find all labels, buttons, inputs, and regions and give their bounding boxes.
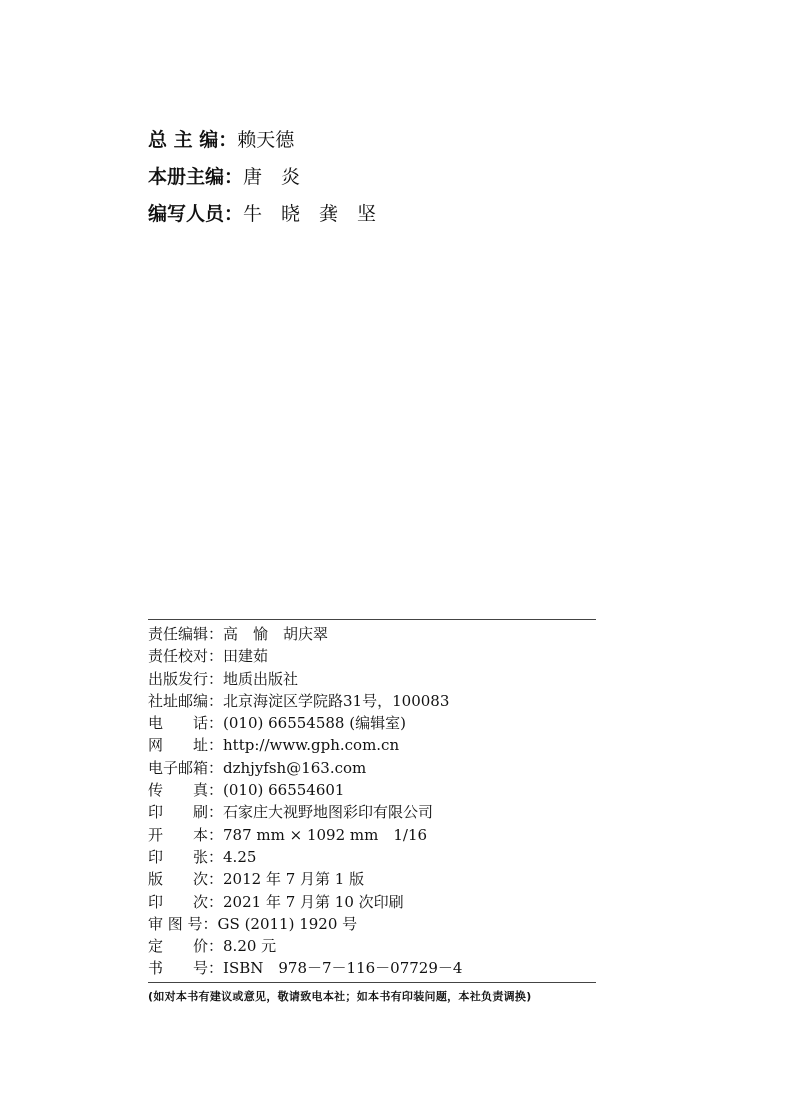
info-row xyxy=(148,779,596,801)
publication-info xyxy=(148,623,596,980)
info-label: 出版发行： xyxy=(148,669,224,688)
info-value: 地质出版社 xyxy=(223,669,299,688)
info-row xyxy=(148,623,596,645)
info-row xyxy=(148,868,596,890)
info-row xyxy=(148,891,596,913)
editor-credits xyxy=(148,122,376,233)
info-value: (010) 66554588 (编辑室) xyxy=(223,714,406,733)
info-row xyxy=(148,957,596,979)
info-label: 印 张： xyxy=(148,847,224,866)
editor-row-volume xyxy=(148,159,376,196)
info-value: http://www.gph.com.cn xyxy=(223,736,400,755)
info-value: 787 mm × 1092 mm 1/16 xyxy=(223,825,428,844)
info-label: 电 话： xyxy=(148,714,224,733)
info-row xyxy=(148,846,596,868)
editor-row-chief xyxy=(148,122,376,159)
editor-value: 牛 晓 龚 坚 xyxy=(243,203,377,225)
divider-bottom xyxy=(148,982,596,983)
info-label: 定 价： xyxy=(148,937,224,956)
info-value: 北京海淀区学院路31号，100083 xyxy=(223,691,450,710)
info-label: 电子邮箱： xyxy=(148,758,224,777)
info-row xyxy=(148,801,596,823)
info-label: 版 次： xyxy=(148,870,224,889)
info-row xyxy=(148,757,596,779)
info-row xyxy=(148,913,596,935)
footnote: (如对本书有建议或意见，敬请致电本社；如本书有印装问题，本社负责调换) xyxy=(148,990,532,1003)
info-label: 传 真： xyxy=(148,781,224,800)
editor-label: 本册主编： xyxy=(148,166,244,188)
editor-value: 唐 炎 xyxy=(243,166,301,188)
info-label: 印 次： xyxy=(148,892,224,911)
info-row xyxy=(148,645,596,667)
info-value: 4.25 xyxy=(223,847,257,866)
info-value: GS (2011) 1920 号 xyxy=(217,914,358,933)
info-row xyxy=(148,734,596,756)
info-row xyxy=(148,712,596,734)
info-label: 印 刷： xyxy=(148,803,224,822)
info-label: 开 本： xyxy=(148,825,224,844)
info-value: 8.20 元 xyxy=(223,937,277,956)
info-value: 田建茹 xyxy=(223,647,269,666)
info-label: 责任编辑： xyxy=(148,625,224,643)
editor-label: 总 主 编： xyxy=(148,129,238,151)
info-label: 社址邮编： xyxy=(148,691,224,710)
info-row xyxy=(148,824,596,846)
info-row xyxy=(148,668,596,690)
info-value: (010) 66554601 xyxy=(223,781,345,800)
info-label: 网 址： xyxy=(148,736,224,755)
info-value: dzhjyfsh@163.com xyxy=(223,758,367,777)
info-label: 责任校对： xyxy=(148,647,224,666)
info-row xyxy=(148,935,596,957)
editor-label: 编写人员： xyxy=(148,203,244,225)
divider-top xyxy=(148,619,596,620)
info-value: ISBN 978－7－116－07729－4 xyxy=(223,959,463,978)
info-row xyxy=(148,690,596,712)
info-value: 2012 年 7 月第 1 版 xyxy=(223,870,365,889)
info-label: 审 图 号： xyxy=(148,914,218,933)
editor-value: 赖天德 xyxy=(237,129,295,151)
info-value: 2021 年 7 月第 10 次印刷 xyxy=(223,892,404,911)
info-label: 书 号： xyxy=(148,959,224,978)
info-value: 石家庄大视野地图彩印有限公司 xyxy=(223,803,434,822)
info-value: 高 愉 胡庆翠 xyxy=(223,625,329,643)
editor-row-writers xyxy=(148,196,376,233)
